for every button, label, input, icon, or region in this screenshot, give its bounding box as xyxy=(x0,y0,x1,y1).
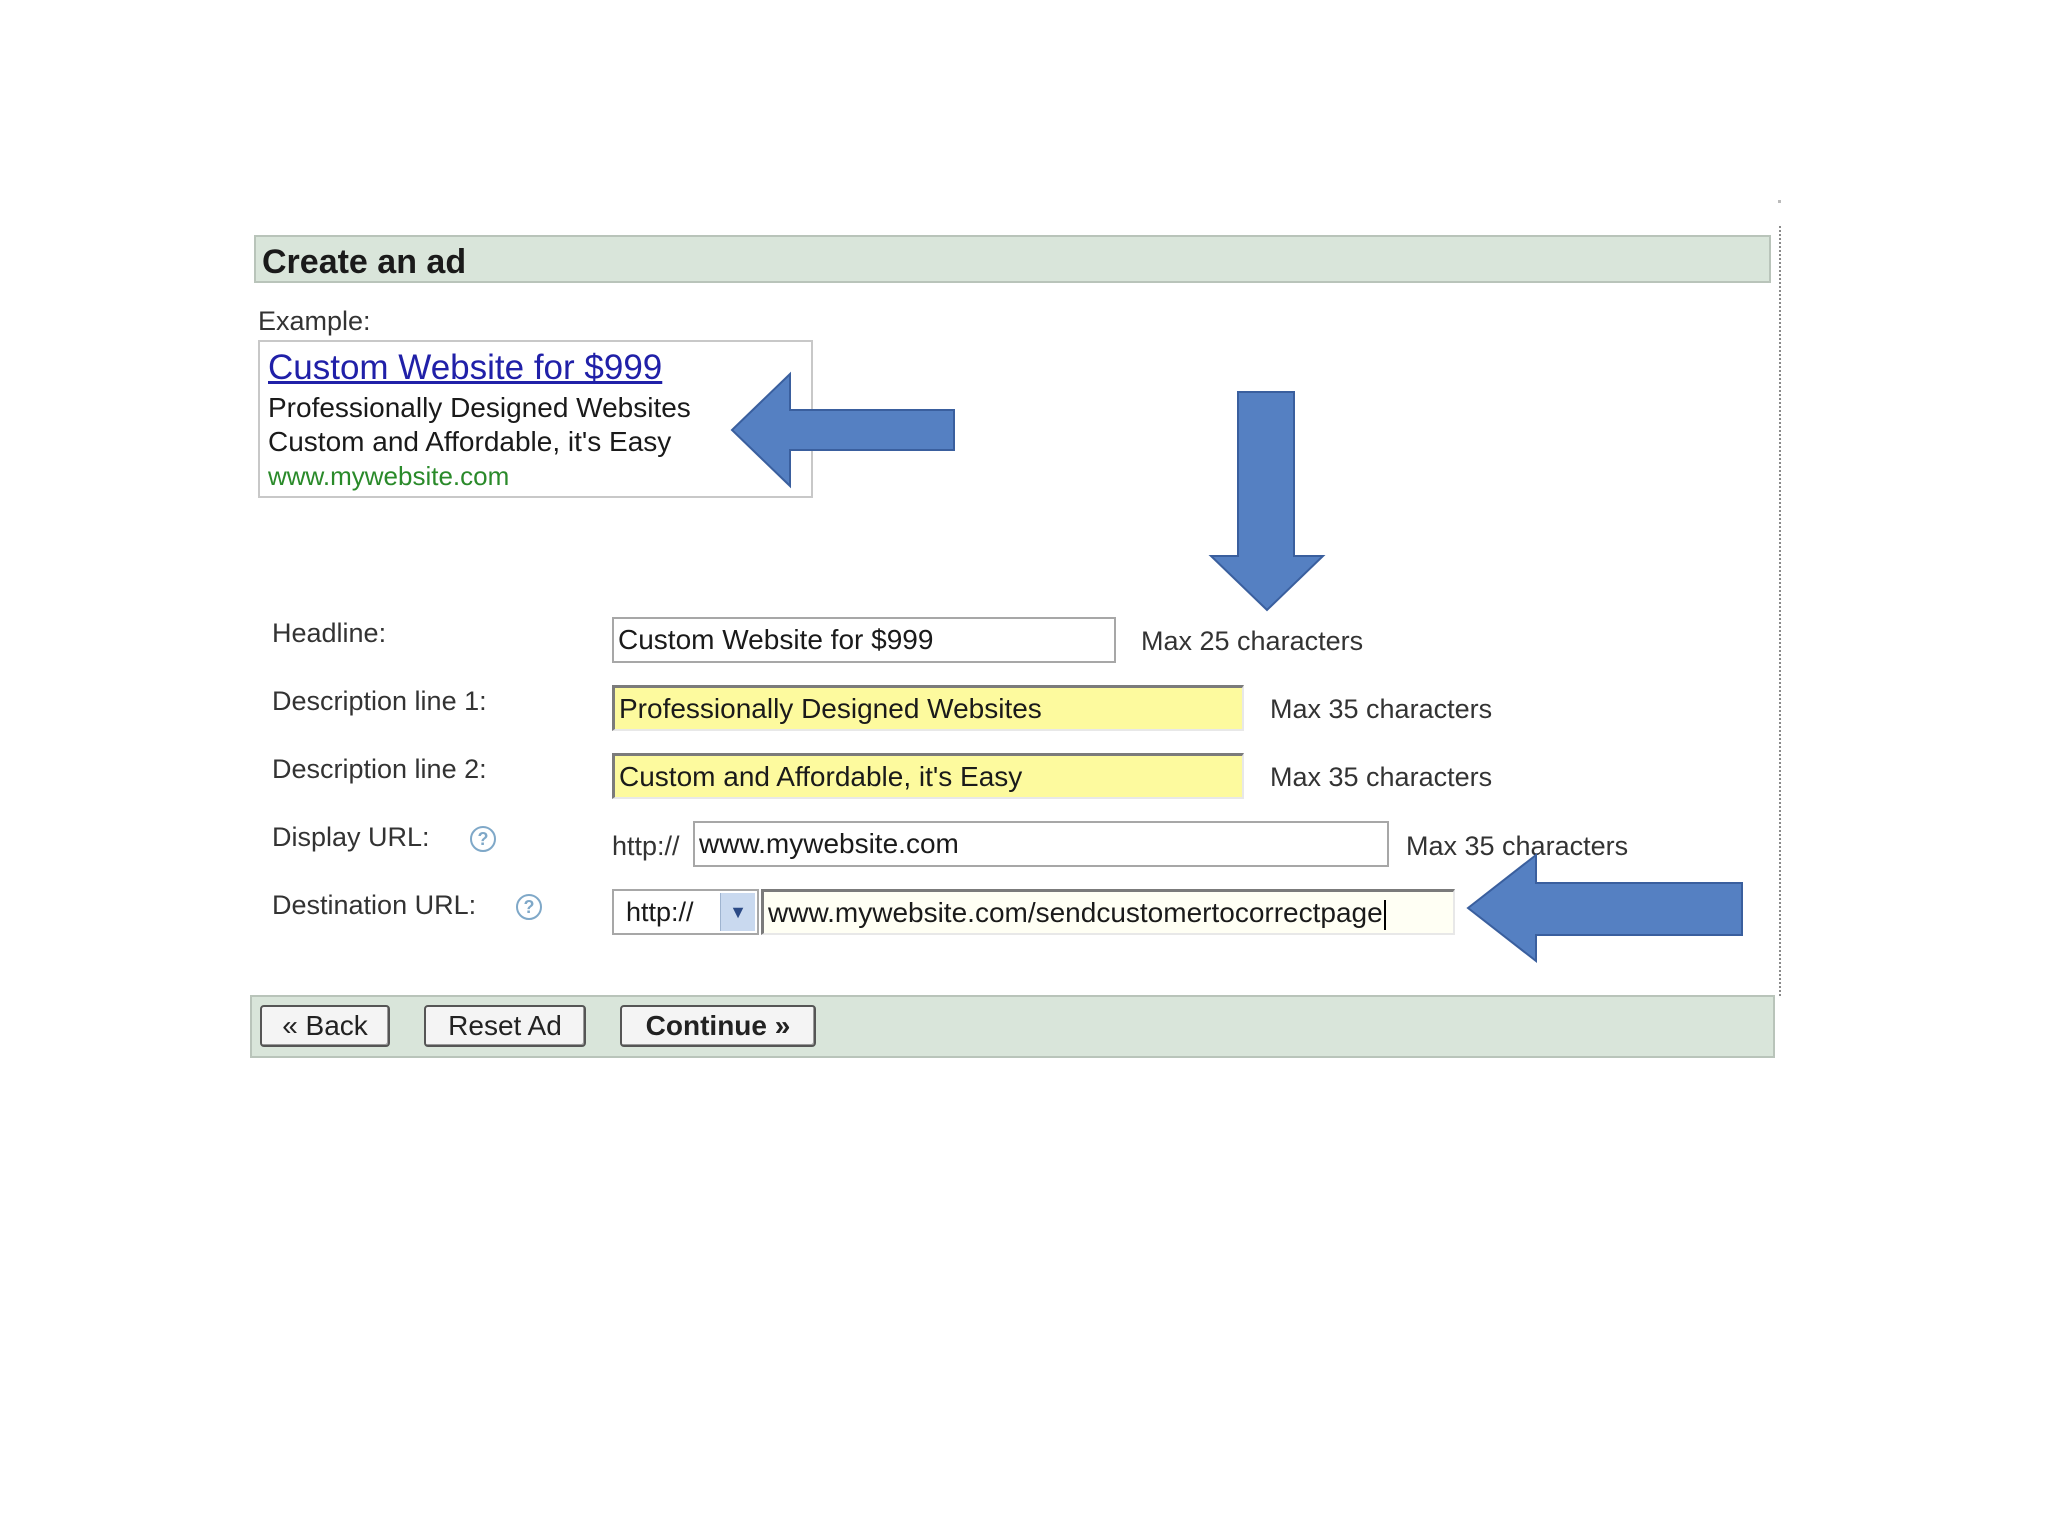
ad-preview-headline[interactable]: Custom Website for $999 xyxy=(268,348,663,387)
frame-corner xyxy=(1778,200,1781,203)
frame-border xyxy=(1779,226,1781,996)
arrow-down-icon xyxy=(1209,390,1325,612)
example-label: Example: xyxy=(258,306,371,336)
display-url-prefix: http:// xyxy=(612,831,680,861)
headline-input[interactable]: Custom Website for $999 xyxy=(612,617,1116,663)
title-bar xyxy=(254,235,1771,283)
dropdown-chevron-icon[interactable]: ▼ xyxy=(720,893,755,931)
continue-button[interactable]: Continue » xyxy=(620,1005,816,1047)
description-line2-label: Description line 2: xyxy=(272,754,487,784)
display-url-input[interactable]: www.mywebsite.com xyxy=(693,821,1389,867)
protocol-select-value: http:// xyxy=(626,897,694,927)
reset-ad-button[interactable]: Reset Ad xyxy=(424,1005,586,1047)
destination-url-input[interactable] xyxy=(761,889,1455,935)
description-line2-hint: Max 35 characters xyxy=(1270,762,1493,792)
ad-preview-line1: Professionally Designed Websites xyxy=(268,392,691,423)
back-button[interactable]: « Back xyxy=(260,1005,390,1047)
protocol-select[interactable] xyxy=(612,889,759,935)
description-line1-label: Description line 1: xyxy=(272,686,487,716)
description-line1-input[interactable]: Professionally Designed Websites xyxy=(612,685,1244,731)
ad-preview-line2: Custom and Affordable, it's Easy xyxy=(268,426,672,457)
page-title: Create an ad xyxy=(262,243,467,281)
arrow-left-icon xyxy=(730,372,956,488)
help-icon[interactable]: ? xyxy=(470,826,496,852)
headline-hint: Max 25 characters xyxy=(1141,626,1364,656)
display-url-hint: Max 35 characters xyxy=(1406,831,1629,861)
arrow-left-icon xyxy=(1466,853,1744,963)
display-url-label: Display URL: xyxy=(272,822,430,852)
headline-label: Headline: xyxy=(272,618,387,648)
help-icon[interactable]: ? xyxy=(516,894,542,920)
destination-url-label: Destination URL: xyxy=(272,890,477,920)
text-caret xyxy=(1384,900,1386,930)
ad-preview-url: www.mywebsite.com xyxy=(268,461,510,491)
description-line2-input[interactable]: Custom and Affordable, it's Easy xyxy=(612,753,1244,799)
destination-url-value: www.mywebsite.com/sendcustomertocorrectpage xyxy=(768,897,1383,928)
description-line1-hint: Max 35 characters xyxy=(1270,694,1493,724)
